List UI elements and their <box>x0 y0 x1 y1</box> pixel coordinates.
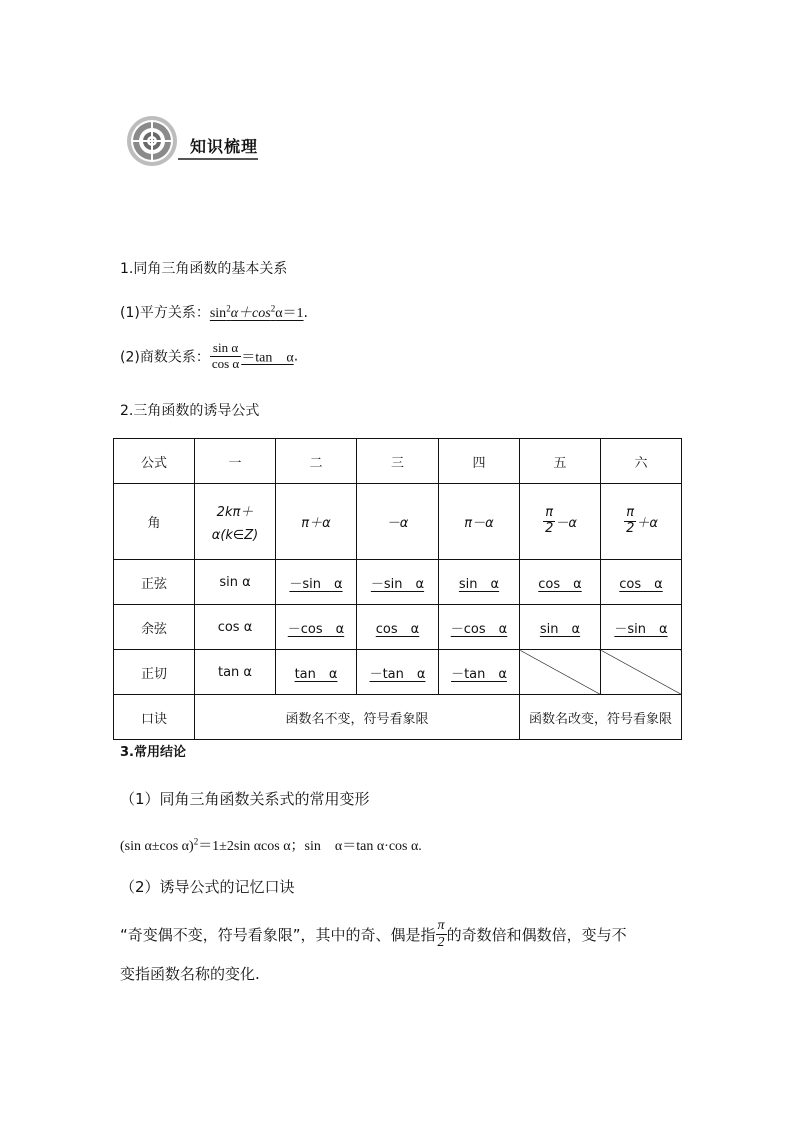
mnemonic-cell: 函数名不变，符号看象限 <box>195 695 520 740</box>
section2-title: 2.三角函数的诱导公式 <box>120 403 260 419</box>
quotient-fraction: $\frac{\text{sin α}}{\text{cos α}}$ <box>211 340 240 371</box>
quotient-relation: (2)商数关系： $\frac{\text{sin α}}{\text{cos α}}$ ＝tan α. <box>120 340 299 371</box>
table-row-angle <box>114 484 682 560</box>
table-cell: cos α <box>357 605 439 650</box>
angle-cell: π＋α <box>276 484 357 560</box>
table-row-cosine <box>114 605 682 650</box>
table-row-tangent <box>114 650 682 695</box>
angle-cell: 2kπ＋ α(k∈Z) <box>195 484 276 560</box>
angle-cell: $\frac{\pi}{2}$ ＋α <box>601 484 682 560</box>
section-header-title: 知识梳理 <box>190 137 259 156</box>
quotient-label: (2)商数关系： <box>120 349 210 366</box>
header-cell: 四 <box>439 439 520 484</box>
subsection2-title: （2）诱导公式的记忆口诀 <box>120 878 295 896</box>
empty-diagonal-cell <box>520 650 601 695</box>
row-label: 口诀 <box>114 695 195 740</box>
header-cell: 三 <box>357 439 439 484</box>
empty-diagonal-cell <box>601 650 682 695</box>
table-cell: －sin α <box>601 605 682 650</box>
table-cell: tan α <box>195 650 276 695</box>
row-label: 正弦 <box>114 560 195 605</box>
angle-cell: $\frac{\pi}{2}$ －α <box>520 484 601 560</box>
row-label: 正切 <box>114 650 195 695</box>
section1-title: 1.同角三角函数的基本关系 <box>120 261 288 277</box>
table-row-sine <box>114 560 682 605</box>
target-icon <box>126 115 178 167</box>
square-label: (1)平方关系： <box>120 305 210 321</box>
table-cell: －cos α <box>276 605 357 650</box>
table-row-mnemonic <box>114 695 682 740</box>
table-cell: sin α <box>195 560 276 605</box>
table-cell: tan α <box>276 650 357 695</box>
angle-cell: －α <box>357 484 439 560</box>
header-cell: 二 <box>276 439 357 484</box>
table-cell: cos α <box>520 560 601 605</box>
mnemonic-paragraph-line1: “奇变偶不变，符号看象限”，其中的奇、偶是指 $\frac{\pi}{2}$ 的奇数倍和偶数倍，变与不 <box>120 918 627 951</box>
subsection1-title: （1）同角三角函数关系式的常用变形 <box>120 790 370 808</box>
square-formula: $\sin^2\alpha+\cos^2\alpha=1$ <box>209 303 304 321</box>
section3-title: 3.常用结论 <box>120 745 186 760</box>
square-relation: (1)平方关系：$\sin^2\alpha+\cos^2\alpha=1$. <box>120 303 308 321</box>
quotient-result: ＝tan α <box>241 350 294 366</box>
table-cell: －cos α <box>439 605 520 650</box>
header-cell: 一 <box>195 439 276 484</box>
table-cell: －tan α <box>357 650 439 695</box>
table-cell: cos α <box>195 605 276 650</box>
angle-cell: π－α <box>439 484 520 560</box>
header-cell: 五 <box>520 439 601 484</box>
table-cell: －sin α <box>276 560 357 605</box>
identity-formula: (sin α±cos α)$^2$＝1±2sin αcos α；sin α＝tan α·cos α. <box>120 836 422 854</box>
table-cell: －sin α <box>357 560 439 605</box>
row-label: 角 <box>114 484 195 560</box>
table-header-row <box>114 439 682 484</box>
mnemonic-cell: 函数名改变，符号看象限 <box>520 695 682 740</box>
induction-formula-table <box>113 438 682 740</box>
table-cell: sin α <box>439 560 520 605</box>
table-cell: －tan α <box>439 650 520 695</box>
header-cell: 公式 <box>114 439 195 484</box>
table-cell: cos α <box>601 560 682 605</box>
header-underline <box>178 158 258 160</box>
mnemonic-paragraph-line2: 变指函数名称的变化. <box>120 965 260 983</box>
header-cell: 六 <box>601 439 682 484</box>
table-cell: sin α <box>520 605 601 650</box>
row-label: 余弦 <box>114 605 195 650</box>
